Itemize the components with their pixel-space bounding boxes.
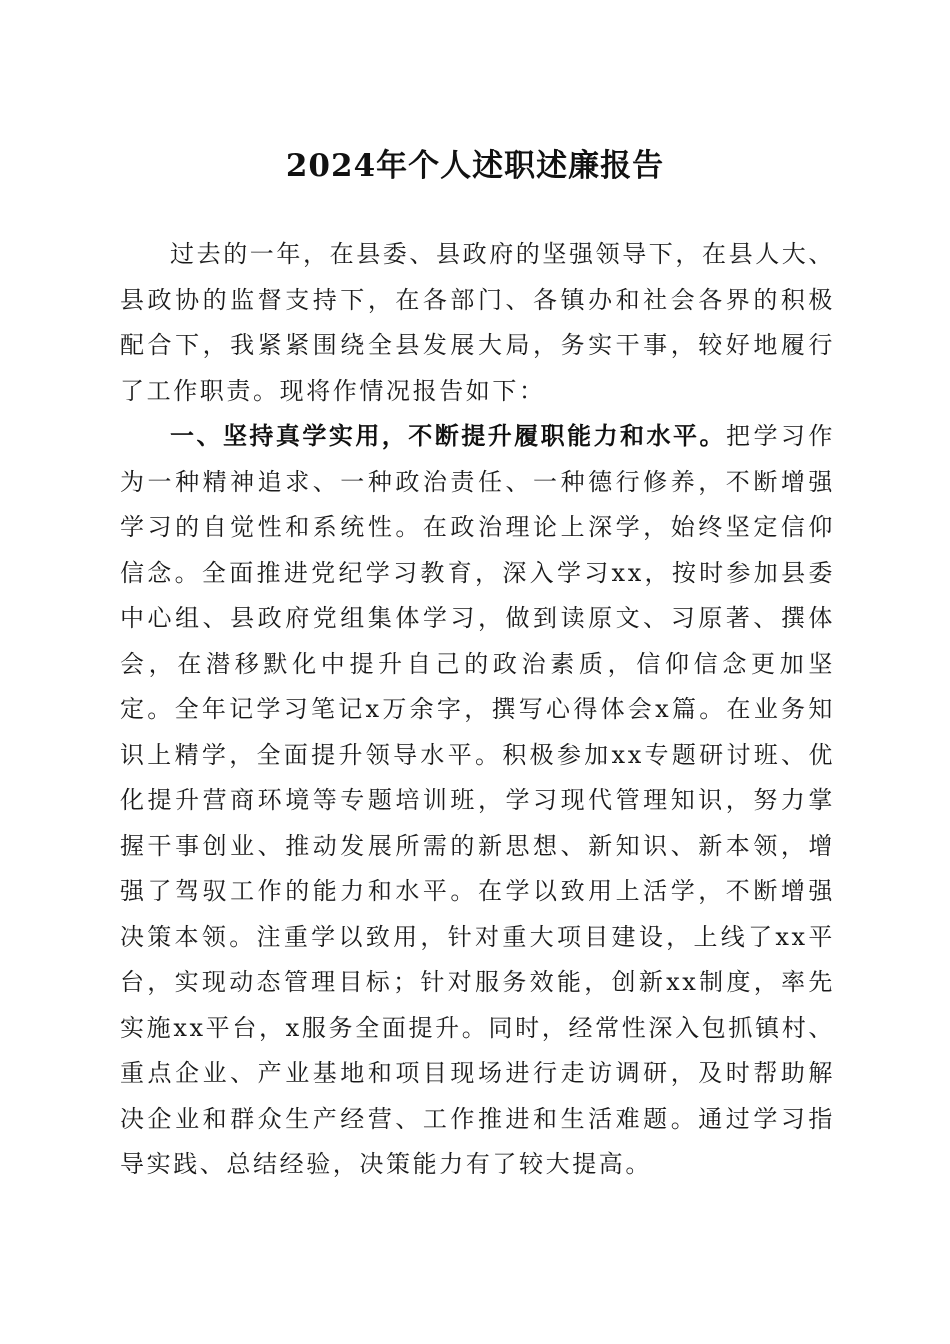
document-title: 2024年个人述职述廉报告 — [285, 148, 665, 184]
document-body — [120, 232, 835, 1188]
intro-paragraph — [120, 232, 835, 414]
section-1-paragraph — [120, 414, 835, 1188]
section-1-text: 把学习作为一种精神追求、一种政治责任、一种德行修养，不断增强学习的自觉性和系统性。在政治理论上深学，始终坚定信仰信念。全面推进党纪学习教育，深入学习xx，按时参加县委中心组、县政府党组集体学习，做到读原文、习原著、撰体会，在潜移默化中提升自己的政治素质，信仰信念更加坚定。全年记学习笔记x万余字，撰写心得体会x篇。在业务知识上精学，全面提升领导水平。积极参加xx专题研讨班、优化提升营商环境等专题培训班，学习现代管理知识，努力掌握干事创业、推动发展所需的新思想、新知识、新本领，增强了驾驭工作的能力和水平。在学以致用上活学，不断增强决策本领。注重学以致用，针对重大项目建设，上线了xx平台，实现动态管理目标；针对服务效能，创新xx制度，率先实施xx平台，x服务全面提升。同时，经常性深入包抓镇村、重点企业、产业基地和项目现场进行走访调研，及时帮助解决企业和群众生产经营、工作推进和生活难题。通过学习指导实践、总结经验，决策能力有了较大提高。 — [120, 422, 835, 1178]
section-1-heading: 一、坚持真学实用，不断提升履职能力和水平。 — [170, 422, 726, 450]
intro-paragraph-text: 过去的一年，在县委、县政府的坚强领导下，在县人大、县政协的监督支持下，在各部门、各镇办和社会各界的积极配合下，我紧紧围绕全县发展大局，务实干事，较好地履行了工作职责。现将作情况报告如下： — [120, 240, 835, 405]
